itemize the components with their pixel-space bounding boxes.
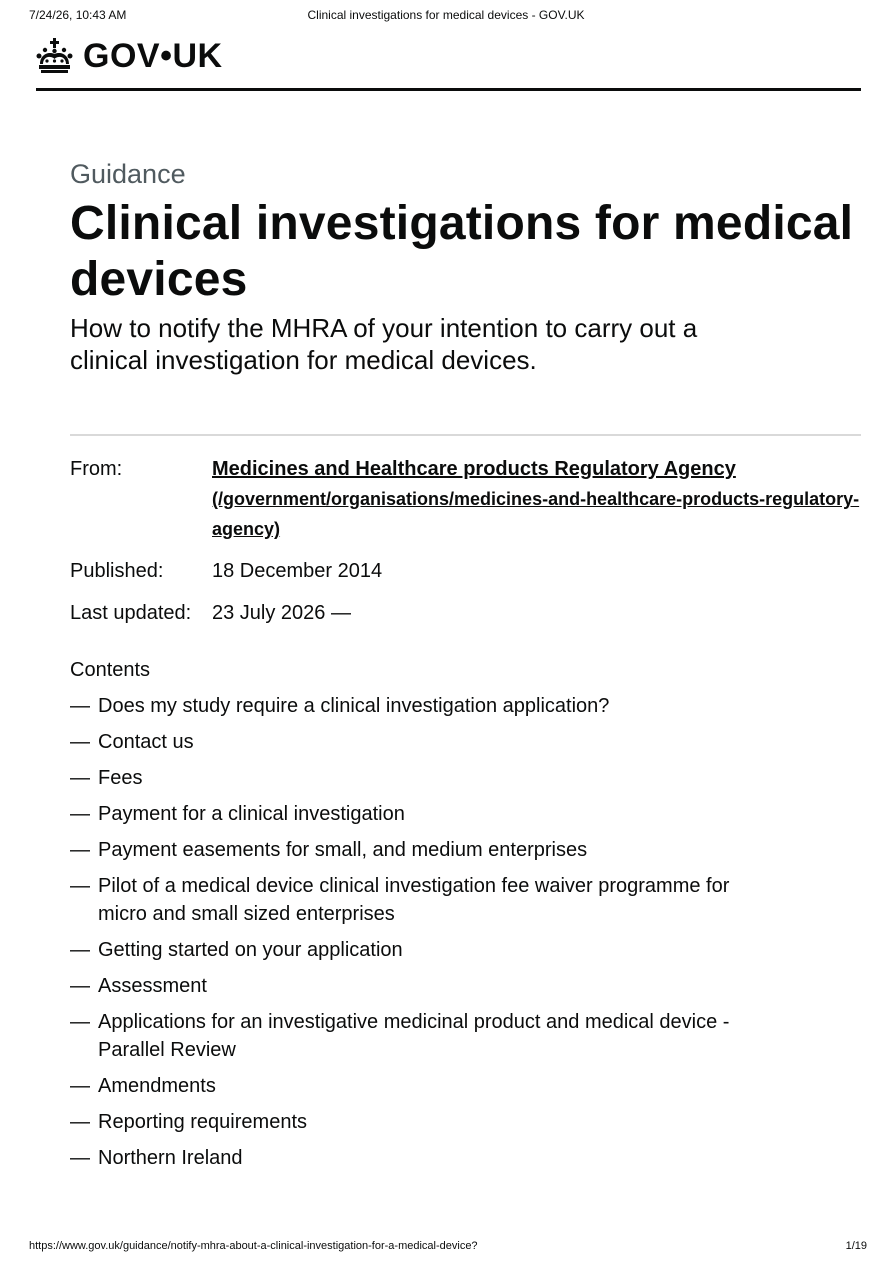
contents-item — [70, 1144, 770, 1172]
dash-marker: — — [70, 695, 90, 717]
contents-item — [70, 1008, 770, 1064]
published-label: Published: — [70, 560, 164, 582]
dash-marker: — — [70, 975, 90, 997]
contents-list — [70, 692, 861, 1172]
print-datetime: 7/24/26, 10:43 AM — [29, 8, 127, 22]
dash-marker: — — [70, 1075, 90, 1097]
section-divider — [70, 434, 861, 436]
contents-item — [70, 728, 770, 756]
govuk-logo-text: GOV•UK — [83, 37, 223, 75]
contents-item — [70, 692, 770, 720]
crown-icon — [36, 38, 73, 74]
contents-link[interactable]: Assessment — [98, 975, 207, 997]
main-content — [70, 150, 861, 1180]
govuk-header — [36, 34, 861, 91]
page-title: Clinical investigations for medical devices — [70, 197, 854, 306]
contents-link[interactable]: Amendments — [98, 1075, 216, 1097]
organisation-link[interactable]: Medicines and Healthcare products Regulatory Agency — [212, 458, 736, 480]
metadata-published-row — [70, 556, 861, 586]
contents-link[interactable]: Reporting requirements — [98, 1111, 307, 1133]
metadata-from-row — [70, 454, 861, 544]
metadata — [70, 454, 861, 628]
page-caption: Guidance — [70, 159, 186, 189]
contents-link[interactable]: Applications for an investigative medicinal product and medical device - Parallel Review — [98, 1011, 730, 1061]
print-page-title: Clinical investigations for medical devices - GOV.UK — [307, 8, 585, 22]
print-footer — [0, 1240, 892, 1256]
updated-label: Last updated: — [70, 602, 192, 624]
contents-link[interactable]: Northern Ireland — [98, 1147, 243, 1169]
dash-marker: — — [70, 839, 90, 861]
organisation-url: (/government/organisations/medicines-and-healthcare-products-regulatory-agency) — [212, 489, 860, 539]
contents-link[interactable]: Does my study require a clinical investigation application? — [98, 695, 610, 717]
dash-marker: — — [70, 875, 90, 897]
dash-marker: — — [70, 939, 90, 961]
contents-heading: Contents — [70, 659, 151, 681]
contents-link[interactable]: Payment for a clinical investigation — [98, 803, 405, 825]
contents-item — [70, 764, 770, 792]
contents-link[interactable]: Fees — [98, 767, 143, 789]
contents-link[interactable]: Getting started on your application — [98, 939, 403, 961]
contents-item — [70, 936, 770, 964]
dash-marker: — — [70, 803, 90, 825]
published-date: 18 December 2014 — [212, 560, 383, 582]
contents-item — [70, 836, 770, 864]
from-label: From: — [70, 458, 123, 480]
page-lead: How to notify the MHRA of your intention to carry out a clinical investigation for medical devices. — [70, 313, 698, 375]
contents-item — [70, 800, 770, 828]
dash-marker: — — [70, 731, 90, 753]
from-value — [212, 454, 861, 544]
print-header — [0, 8, 892, 24]
govuk-logo-link[interactable] — [36, 36, 223, 76]
contents-link[interactable]: Contact us — [98, 731, 194, 753]
contents-item — [70, 1108, 770, 1136]
contents-link[interactable]: Pilot of a medical device clinical investigation fee waiver programme for micro and small sized enterprises — [98, 875, 730, 925]
dash-marker: — — [70, 1011, 90, 1033]
metadata-updated-row — [70, 598, 861, 628]
contents-item — [70, 1072, 770, 1100]
dash-marker: — — [70, 1111, 90, 1133]
print-page-number: 1/19 — [845, 1240, 867, 1252]
dash-marker: — — [70, 1147, 90, 1169]
dash-marker: — — [70, 767, 90, 789]
contents-link[interactable]: Payment easements for small, and medium enterprises — [98, 839, 588, 861]
updated-date: 23 July 2026 — — [212, 602, 351, 624]
print-footer-url: https://www.gov.uk/guidance/notify-mhra-about-a-clinical-investigation-for-a-medical-device? — [29, 1240, 478, 1252]
contents-item — [70, 872, 770, 928]
contents-item — [70, 972, 770, 1000]
